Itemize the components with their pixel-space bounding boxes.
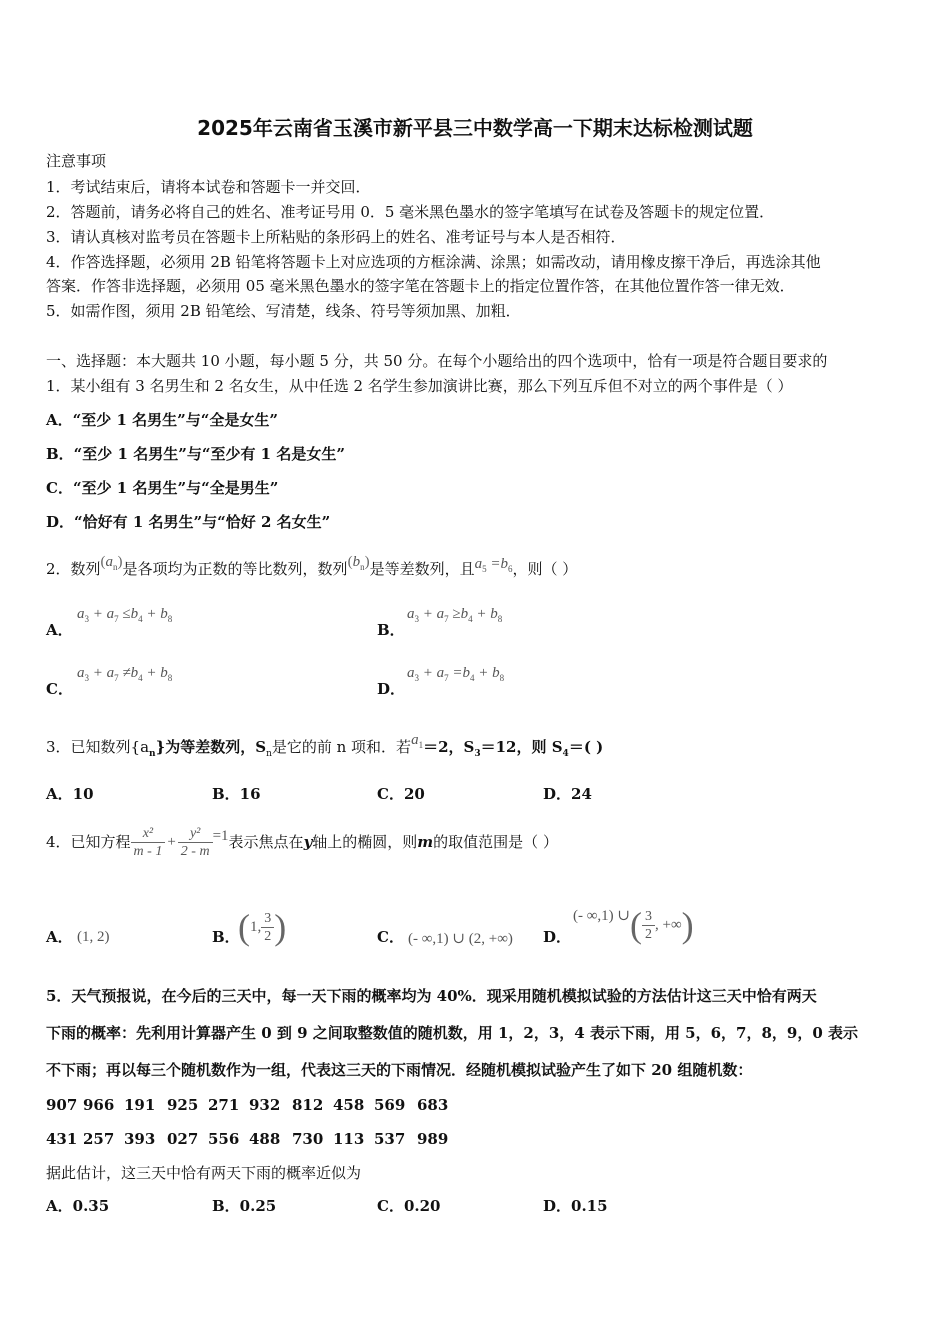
plus: + (419, 665, 437, 681)
sub: 3 (414, 673, 419, 683)
numerator: x² (131, 825, 166, 843)
sub: 4 (468, 614, 473, 624)
plus: + (142, 665, 161, 681)
q4-tail-c: 的取值范围是（ ） (433, 833, 558, 851)
random-number: 488 (249, 1130, 281, 1148)
sub: 6 (507, 564, 513, 574)
q4-stem (46, 822, 558, 862)
plus: + (474, 665, 493, 681)
q3-option-c: C．20 (377, 785, 425, 803)
numerator: 3 (642, 908, 655, 926)
denominator: m - 1 (133, 843, 163, 859)
q5-option-a: A．0.35 (46, 1197, 110, 1215)
random-number: 925 (167, 1096, 199, 1114)
interval-left: (- ∞,1) ∪ (573, 907, 630, 924)
q3-stem (46, 732, 604, 764)
sub: n (113, 562, 118, 572)
equals-one: =1 (212, 828, 229, 844)
sub: 7 (444, 614, 449, 624)
q5-line: 下雨的概率：先利用计算器产生 0 到 9 之间取整数值的随机数，用 1，2，3，4 表示下雨，用 5，6，7，8，9，0 表示 (46, 1024, 859, 1042)
sub: 4 (138, 673, 143, 683)
random-number: 966 (83, 1096, 115, 1114)
q1-stem: 1．某小组有 3 名男生和 2 名女生，从中任选 2 名学生参加演讲比赛，那么下列互斥但不对立的两个事件是（ ） (46, 377, 793, 395)
notice-heading: 注意事项 (46, 152, 107, 170)
q4-option-d-label: D． (543, 928, 572, 946)
q5-number-row (46, 1095, 448, 1115)
q2-num: 2．数列 (46, 560, 101, 578)
q3-option-a: A．10 (46, 785, 94, 803)
notice-item: 3．请认真核对监考员在答题卡上所粘贴的条形码上的姓名、准考证号与本人是否相符． (46, 228, 626, 246)
q5-option-c: C．0.20 (377, 1197, 441, 1215)
q1-option-c: C．“至少 1 名男生”与“全是男生” (46, 479, 279, 497)
q1-option-b: B．“至少 1 名男生”与“至少有 1 名是女生” (46, 445, 345, 463)
plus: + (419, 606, 437, 622)
sub: n (266, 749, 272, 759)
q2-option-b-expr (407, 606, 502, 624)
random-number: 191 (124, 1096, 156, 1114)
notice-item: 2．答题前，请务必将自己的姓名、准考证号用 0．5 毫米黑色墨水的签字笔填写在试卷及答题卡的规定位置． (46, 203, 775, 221)
numerator: 3 (261, 910, 274, 928)
b: b (160, 606, 168, 622)
notice-item: 4．作答选择题，必须用 2B 铅笔将答题卡上对应选项的方框涂满、涂黑；如需改动，请用橡皮擦干净后，再选涂其他 (46, 253, 821, 271)
q4-option-c-label: C． (377, 928, 404, 946)
fraction (642, 908, 655, 943)
q3-tail3: ＝( ) (568, 738, 604, 756)
sub: 3 (474, 749, 481, 759)
fraction (178, 825, 213, 860)
sub: 4 (562, 749, 569, 759)
q5-option-b: B．0.25 (212, 1197, 277, 1215)
q5-line: 不下雨；再以每三个随机数作为一组，代表这三天的下雨情况．经随机模拟试验产生了如下 20 组随机数： (46, 1061, 753, 1079)
q1-option-a: A．“至少 1 名男生”与“全是女生” (46, 411, 279, 429)
b: b (130, 606, 139, 622)
q2-mid1: 是各项均为正数的等比数列，数列 (122, 560, 348, 578)
sub: 3 (84, 673, 89, 683)
sub: 1 (418, 740, 424, 750)
q2-option-c-expr (77, 665, 172, 683)
cond-b: b (500, 556, 508, 572)
cond-a: a (474, 556, 483, 572)
denominator: 2 - m (180, 843, 210, 859)
bracket: ) (681, 905, 694, 945)
q4-option-c-expr: (- ∞,1) ∪ (2, +∞) (408, 931, 513, 947)
a: a (436, 606, 445, 622)
q3-option-d: D．24 (543, 785, 592, 803)
random-number: 537 (374, 1130, 406, 1148)
a: a (407, 606, 415, 622)
b: b (492, 665, 500, 681)
q2-mid2: 是等差数列，且 (369, 560, 475, 578)
sub: 8 (167, 673, 173, 683)
q2-option-b-label: B． (377, 621, 405, 639)
b: b (490, 606, 498, 622)
b: b (460, 606, 469, 622)
sub: 7 (444, 673, 449, 683)
sub: 8 (167, 614, 173, 624)
q4-tail-a: 表示焦点在 (228, 833, 304, 851)
random-number: 683 (417, 1096, 449, 1114)
q3-mid: }为等差数列，S (155, 738, 267, 756)
interval-left: 1, (250, 918, 262, 935)
random-number: 556 (208, 1130, 240, 1148)
q5-conclusion: 据此估计，这三天中恰有两天下雨的概率近似为 (46, 1164, 362, 1182)
op: ≤ (118, 606, 131, 622)
bracket: ( (630, 905, 642, 945)
plus: + (89, 606, 107, 622)
q2-stem: 2．数列$(a_n)$是各项均为正数的等比数列，数列$(b_n)$是等差数列，且$a_5 =b_6$，则（ ） (46, 554, 578, 578)
page-title: 2025年云南省玉溪市新平县三中数学高一下期末达标检测试题 (197, 116, 753, 140)
op: = (448, 665, 463, 681)
var-m: m (417, 833, 434, 851)
random-number: 989 (417, 1130, 449, 1148)
q4-pre: 4．已知方程 (46, 833, 131, 851)
random-number: 907 (46, 1096, 78, 1114)
a: a (77, 606, 85, 622)
q3-mid2: 是它的前 n 项和．若 (271, 738, 412, 756)
a: a (106, 606, 115, 622)
random-number: 393 (124, 1130, 156, 1148)
q3-pre: 3．已知数列{a (46, 738, 150, 756)
denominator: 2 (645, 926, 652, 942)
random-number: 271 (208, 1096, 240, 1114)
q4-option-d-expr (573, 902, 694, 948)
sub: 5 (482, 564, 487, 574)
random-number: 730 (292, 1130, 324, 1148)
sub: 7 (114, 614, 119, 624)
a: a (436, 665, 445, 681)
plus: + (142, 606, 161, 622)
q2-option-d-label: D． (377, 680, 406, 698)
fraction (261, 910, 274, 945)
sub: 8 (497, 614, 503, 624)
sub: 3 (414, 614, 419, 624)
plus: + (89, 665, 107, 681)
sub: 3 (84, 614, 89, 624)
notice-item: 5．如需作图，须用 2B 铅笔绘、写清楚，线条、符号等须加黑、加粗． (46, 302, 521, 320)
op: ≥ (448, 606, 461, 622)
seq-b-symbol: b (352, 554, 361, 570)
q4-tail-b: 轴上的椭圆，则 (312, 833, 418, 851)
q4-option-b-expr (238, 905, 286, 949)
plus: + (167, 834, 176, 850)
random-number: 113 (333, 1130, 365, 1148)
sub: 7 (114, 673, 119, 683)
a: a (77, 665, 85, 681)
sub: 8 (499, 673, 505, 683)
q5-number-row (46, 1129, 448, 1149)
sub: 4 (470, 673, 475, 683)
a: a (106, 665, 115, 681)
sub: n (360, 562, 365, 572)
eq: = (486, 556, 501, 572)
a: a (407, 665, 415, 681)
sub: n (149, 749, 156, 759)
op: ≠ (118, 665, 131, 681)
fraction (131, 825, 166, 860)
q4-option-a-label: A． (46, 928, 73, 946)
random-number: 458 (333, 1096, 365, 1114)
var-y: y (303, 833, 313, 851)
q2-option-a-expr (77, 606, 172, 624)
random-number: 431 (46, 1130, 78, 1148)
q2-option-d-expr (407, 665, 504, 683)
q3-tail: ＝2，S (423, 738, 475, 756)
plus: + (472, 606, 491, 622)
q4-option-a-expr: (1, 2) (77, 929, 110, 945)
sub: 4 (138, 614, 143, 624)
q3-option-b: B．16 (212, 785, 261, 803)
q2-option-c-label: C． (46, 680, 73, 698)
random-number: 569 (374, 1096, 406, 1114)
denominator: 2 (264, 928, 272, 944)
random-number: 812 (292, 1096, 324, 1114)
a1-symbol: a (411, 732, 419, 748)
interval-right: , +∞ (655, 916, 682, 933)
b: b (130, 665, 139, 681)
q3-tail2: ＝12，则 S (480, 738, 563, 756)
q2-tail: ，则（ ） (512, 560, 578, 578)
bracket: ( (238, 907, 250, 947)
b: b (462, 665, 470, 681)
random-number: 257 (83, 1130, 115, 1148)
bracket: ) (274, 907, 287, 947)
notice-item: 1．考试结束后，请将本试卷和答题卡一并交回． (46, 178, 371, 196)
random-number: 027 (167, 1130, 199, 1148)
numerator: y² (178, 825, 213, 843)
b: b (160, 665, 168, 681)
notice-item: 答案．作答非选择题，必须用 05 毫米黑色墨水的签字笔在答题卡上的指定位置作答，在其他位置作答一律无效． (46, 277, 795, 295)
section-heading: 一、选择题：本大题共 10 小题，每小题 5 分，共 50 分。在每个小题给出的四个选项中，恰有一项是符合题目要求的 (46, 352, 828, 370)
q5-option-d: D．0.15 (543, 1197, 608, 1215)
q5-line: 5．天气预报说，在今后的三天中，每一天下雨的概率均为 40%．现采用随机模拟试验的方法估计这三天中恰有两天 (46, 987, 817, 1005)
q1-option-d: D．“恰好有 1 名男生”与“恰好 2 名女生” (46, 513, 331, 531)
random-number: 932 (249, 1096, 281, 1114)
q2-option-a-label: A． (46, 621, 73, 639)
q4-option-b-label: B． (212, 928, 240, 946)
seq-a-symbol: a (105, 554, 114, 570)
